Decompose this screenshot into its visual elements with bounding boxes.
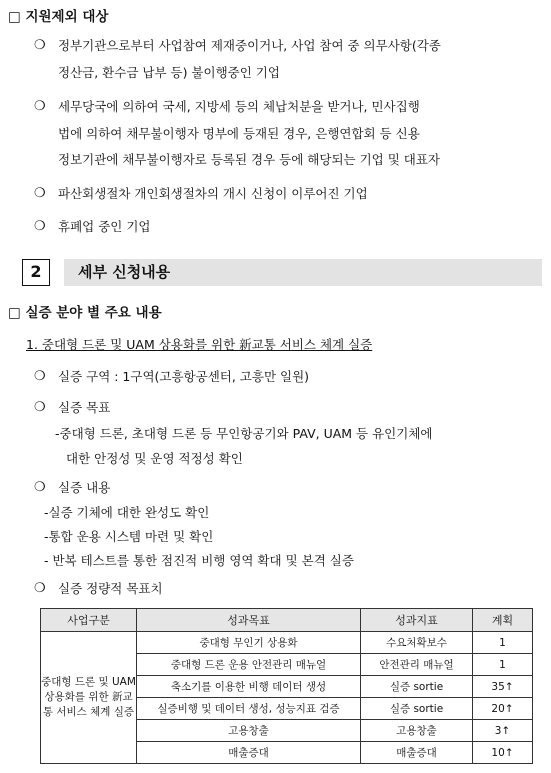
bullet-icon: ❍ — [34, 99, 46, 114]
exclusion-item-1-line-1: 정부기관으로부터 사업참여 제재중이거나, 사업 참여 중 의무사항(각종 — [58, 38, 441, 53]
goal-line-1: -중대형 드론, 초대형 드론 등 무인항공기와 PAV, UAM 등 유인기체에 — [55, 426, 433, 441]
detail-line-2: -통합 운용 시스템 마련 및 확인 — [44, 529, 214, 544]
plan-cell: 10↑ — [473, 742, 533, 764]
exclusion-item-3: 파산회생절차 개인회생절차의 개시 신청이 이루어진 기업 — [58, 186, 368, 201]
section-title: 세부 신청내용 — [64, 259, 542, 286]
detail-line-1: -실증 기체에 대한 완성도 확인 — [44, 505, 210, 520]
goal-cell: 실증비행 및 데이터 생성, 성능지표 검증 — [137, 698, 361, 720]
goal-cell: 중대형 무인기 상용화 — [137, 632, 361, 654]
plan-cell: 1 — [473, 654, 533, 676]
group-cell: 중대형 드론 및 UAM 상용화를 위한 新교통 서비스 체계 실증 — [41, 632, 137, 764]
kpi-table — [40, 608, 533, 764]
goal-cell: 축소기를 이용한 비행 데이터 생성 — [137, 676, 361, 698]
section-number: 2 — [22, 259, 50, 286]
indicator-cell: 매출증대 — [361, 742, 473, 764]
bullet-icon: ❍ — [34, 219, 46, 234]
item-title: 1. 중대형 드론 및 UAM 상용화를 위한 新교통 서비스 체계 실증 — [26, 337, 373, 352]
header-plan: 계획 — [473, 609, 533, 632]
kpi-label: 실증 정량적 목표치 — [58, 581, 163, 596]
indicator-cell: 수요처확보수 — [361, 632, 473, 654]
exclusion-heading: □ 지원제외 대상 — [8, 9, 109, 25]
table-row — [41, 632, 533, 654]
indicator-cell: 실증 sortie — [361, 698, 473, 720]
exclusion-item-1-line-2: 정산금, 환수금 납부 등) 불이행중인 기업 — [58, 65, 280, 80]
exclusion-item-2-line-2: 법에 의하여 채무불이행자 명부에 등재된 경우, 은행연합회 등 신용 — [58, 126, 420, 141]
bullet-icon: ❍ — [34, 480, 46, 495]
goal-cell: 고용창출 — [137, 720, 361, 742]
bullet-icon: ❍ — [34, 400, 46, 415]
detail-label: 실증 내용 — [58, 480, 111, 495]
exclusion-item-2-line-3: 정보기관에 채무불이행자로 등록된 경우 등에 해당되는 기업 및 대표자 — [58, 152, 440, 167]
plan-cell: 1 — [473, 632, 533, 654]
plan-cell: 35↑ — [473, 676, 533, 698]
exclusion-item-2-line-1: 세무당국에 의하여 국세, 지방세 등의 체납처분을 받거나, 민사집행 — [58, 99, 420, 114]
bullet-icon: ❍ — [34, 581, 46, 596]
plan-cell: 20↑ — [473, 698, 533, 720]
bullet-icon: ❍ — [34, 38, 46, 53]
goal-cell: 매출증대 — [137, 742, 361, 764]
goal-cell: 중대형 드론 운용 안전관리 매뉴얼 — [137, 654, 361, 676]
bullet-icon: ❍ — [34, 186, 46, 201]
bullet-icon: ❍ — [34, 369, 46, 384]
test-area: 실증 구역 : 1구역(고흥항공센터, 고흥만 일원) — [58, 369, 310, 384]
table-header-row — [41, 609, 533, 632]
exclusion-item-4: 휴폐업 중인 기업 — [58, 219, 151, 234]
plan-cell: 3↑ — [473, 720, 533, 742]
indicator-cell: 실증 sortie — [361, 676, 473, 698]
indicator-cell: 안전관리 매뉴얼 — [361, 654, 473, 676]
detail-line-3: - 반복 테스트를 통한 점진적 비행 영역 확대 및 본격 실증 — [44, 553, 354, 568]
header-indicator: 성과지표 — [361, 609, 473, 632]
header-category: 사업구분 — [41, 609, 137, 632]
goal-label: 실증 목표 — [58, 400, 111, 415]
header-goal: 성과목표 — [137, 609, 361, 632]
goal-line-2: 대한 안정성 및 운영 적정성 확인 — [66, 451, 243, 466]
content-subheading: □ 실증 분야 별 주요 내용 — [8, 305, 162, 321]
indicator-cell: 고용창출 — [361, 720, 473, 742]
